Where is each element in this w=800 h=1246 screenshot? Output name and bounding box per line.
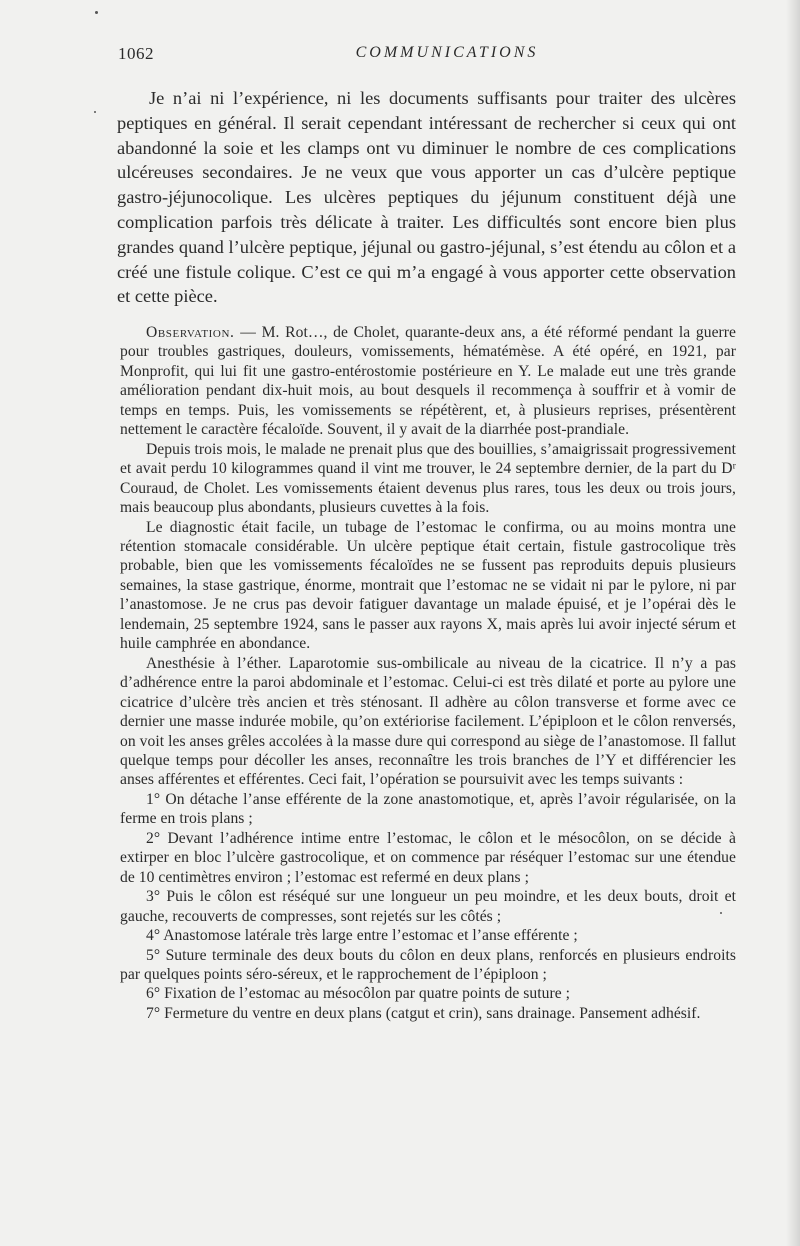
intro-paragraph: Je n’ai ni l’expérience, ni les documents suffisants pour traiter des ulcères peptiques en général. Il serait cependant intéressant de rechercher si ceux qui ont abandonné la soie et les clamps ont vu diminuer le nombre de ces complications ulcéreuses secondaires. Je ne veux que vous apporter un cas d’ulcère peptique gastro-jéjunocolique. Les ulcères peptiques du jéjunum constituent déjà une complication parfois très délicate à traiter. Les difficultés sont encore bien plus grandes quand l’ulcère peptique, jéjunal ou gastro-jéjunal, s’est étendu au côlon et a créé une fistule colique. C’est ce qui m’a engagé à vous apporter cette observation et cette pièce. xyxy=(117,88,736,307)
observation-paragraph-1 xyxy=(120,323,736,440)
observation-paragraph-2: Depuis trois mois, le malade ne prenait plus que des bouillies, s’amaigrissait progressivement et avait perdu 10 kilogrammes quand il vint me trouver, le 24 septembre dernier, de la part du Dʳ Couraud, de Cholet. Les vomissements étaient devenus plus rares, tous les deux ou trois jours, mais beaucoup plus abondants, plusieurs cuvettes à la fois. xyxy=(120,440,736,517)
operation-step-6: 6° Fixation de l’estomac au mésocôlon par quatre points de suture ; xyxy=(146,985,571,1003)
operation-step-5: 5° Suture terminale des deux bouts du côlon en deux plans, renforcés en plusieurs endroits par quelques points séro-séreux, et le rapprochement de l’épiploon ; xyxy=(120,946,736,983)
page-number: 1062 xyxy=(118,44,154,63)
operation-step-1: 1° On détache l’anse efférente de la zone anastomotique, et, après l’avoir régularisée, on la ferme en trois plans ; xyxy=(120,790,736,828)
print-speck xyxy=(95,11,98,14)
observation-label: Observation. xyxy=(146,324,235,341)
operation-step-3: 3° Puis le côlon est réséqué sur une longueur un peu moindre, et les deux bouts, droit et gauche, recouverts de compresses, sont rejetés sur les côtés ; xyxy=(120,888,736,925)
operation-step-7: 7° Fermeture du ventre en deux plans (catgut et crin), sans drainage. Pansement adhésif. xyxy=(146,1004,701,1022)
observation-paragraph-1-text: — M. Rot…, de Cholet, quarante-deux ans, a été réformé pendant la guerre pour troubles gastriques, douleurs, vomissements, hématémèse. A été opéré, en 1921, par Monprofit, qui lui fit une gastro-entérostomie postérieure en Y. Le malade eut une très grande amélioration pendant dix-huit mois, au bout desquels il recommença à souffrir et à vomir de temps en temps. Puis, les vomissements se répétèrent, et, à plusieurs reprises, présentèrent nettement le caractère fécaloïde. Souvent, il y avait de la diarrhée post-prandiale. xyxy=(120,324,737,439)
observation-section xyxy=(120,323,736,1023)
operation-step-2: 2° Devant l’adhérence intime entre l’estomac, le côlon et le mésocôlon, on se décide à extirper en bloc l’ulcère gastrocolique, et on commence par réséquer l’estomac sur une étendue de 10 centimètres environ ; l’estomac est refermé en deux plans ; xyxy=(120,829,736,886)
operation-step-4: 4° Anastomose latérale très large entre l’estomac et l’anse efférente ; xyxy=(146,927,578,945)
running-head: COMMUNICATIONS xyxy=(355,44,539,61)
print-speck xyxy=(94,111,96,113)
intro-section xyxy=(117,86,736,309)
page-header xyxy=(118,44,736,68)
observation-paragraph-3: Le diagnostic était facile, un tubage de l’estomac le confirma, ou au moins montra une rétention stomacale considérable. Un ulcère peptique était certain, fistule gastrocolique très probable, bien que les vomissements fécaloïdes ne se fussent pas reproduits depuis plusieurs semaines, la stase gastrique, énorme, montrait que l’estomac ne se vidait ni par le pylore, ni par l’anastomose. Je ne crus pas devoir fatiguer davantage un malade épuisé, et je l’opérai dès le lendemain, 25 septembre 1924, sans le passer aux rayons X, mais après lui avoir injecté sérum et huile camphrée en abondance. xyxy=(120,518,736,653)
observation-paragraph-4: Anesthésie à l’éther. Laparotomie sus-ombilicale au niveau de la cicatrice. Il n’y a pas d’adhérence entre la paroi abdominale et l’estomac. Celui-ci est très dilaté et porte au pylore une cicatrice d’ulcère très ancien et très sténosant. Il adhère au côlon transverse et forme avec ce dernier une masse indurée mobile, qu’on extériorise facilement. L’épiploon et le côlon renversés, on voit les anses grêles accolées à la masse dure qui correspond au siège de l’anastomose. Il fallut quelque temps pour décoller les anses, reconnaître les trois branches de l’Y et différencier les anses afférentes et efférentes. Ceci fait, l’opération se poursuivit avec les temps suivants : xyxy=(120,654,736,789)
